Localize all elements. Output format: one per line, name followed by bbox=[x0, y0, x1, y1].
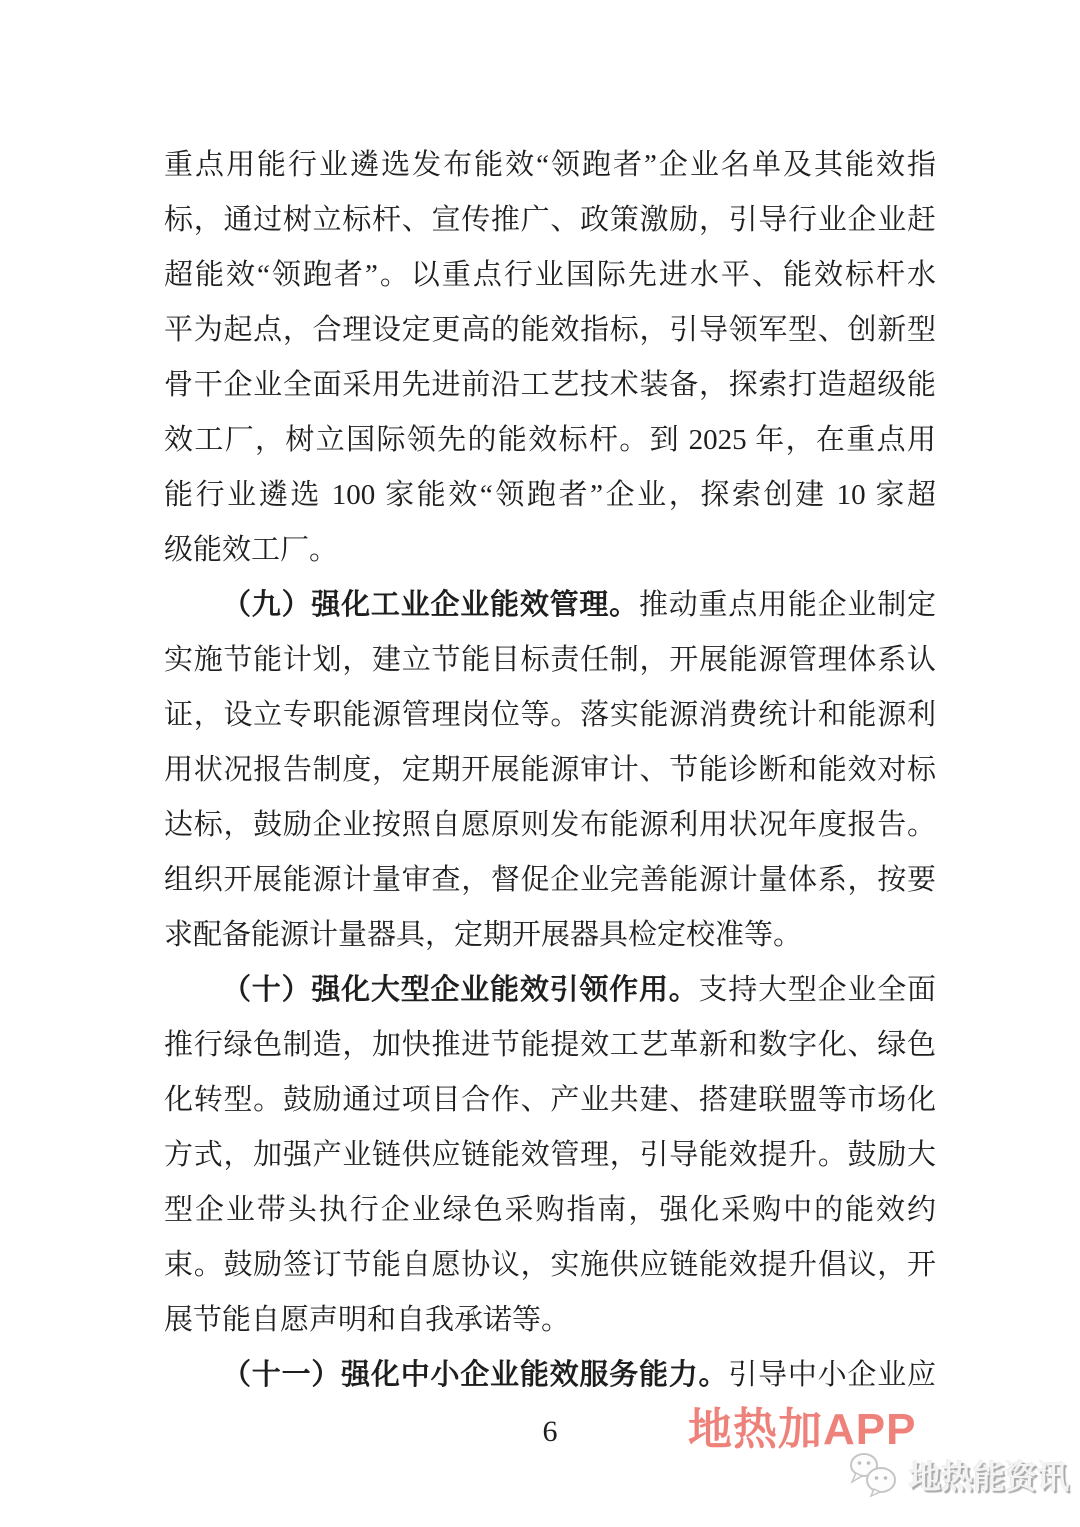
body-text-run: 能行业遴选 100 家能效“领跑者”企业，探索创建 10 家超 bbox=[164, 479, 936, 511]
watermark-channel-badge bbox=[848, 1452, 1069, 1498]
paragraph-heading: （十）强化大型企业能效引领作用。 bbox=[222, 974, 699, 1006]
text-line bbox=[164, 1183, 936, 1238]
text-line bbox=[164, 193, 936, 248]
text-line bbox=[164, 743, 936, 798]
body-text-run: 用状况报告制度，定期开展能源审计、节能诊断和能效对标 bbox=[164, 754, 936, 786]
text-line bbox=[164, 303, 936, 358]
watermark-channel-label: 地热能资讯 bbox=[909, 1459, 1070, 1495]
text-line bbox=[164, 248, 936, 303]
body-text-run: 型企业带头执行企业绿色采购指南，强化采购中的能效约 bbox=[164, 1194, 936, 1226]
text-line bbox=[164, 798, 936, 853]
text-line bbox=[164, 633, 936, 688]
text-line bbox=[164, 413, 936, 468]
body-text-run: 组织开展能源计量审查，督促企业完善能源计量体系，按要 bbox=[164, 864, 936, 896]
text-line bbox=[164, 578, 936, 633]
wechat-icon bbox=[848, 1452, 902, 1498]
body-text-run: 超能效“领跑者”。以重点行业国际先进水平、能效标杆水 bbox=[164, 259, 936, 291]
text-line bbox=[164, 853, 936, 908]
body-text-run: 推行绿色制造，加快推进节能提效工艺革新和数字化、绿色 bbox=[164, 1029, 936, 1061]
text-line bbox=[164, 138, 936, 193]
text-line bbox=[164, 908, 936, 963]
text-line bbox=[164, 1238, 936, 1293]
body-text-run: 重点用能行业遴选发布能效“领跑者”企业名单及其能效指 bbox=[164, 149, 936, 181]
text-line bbox=[164, 358, 936, 413]
body-text-run: 平为起点，合理设定更高的能效指标，引导领军型、创新型 bbox=[164, 314, 936, 346]
paragraph-heading: （十一）强化中小企业能效服务能力。 bbox=[222, 1359, 729, 1391]
body-text-run: 达标，鼓励企业按照自愿原则发布能源利用状况年度报告。 bbox=[164, 809, 936, 841]
body-text-run: 推动重点用能企业制定 bbox=[638, 589, 936, 621]
text-line bbox=[164, 1073, 936, 1128]
body-text-run: 方式，加强产业链供应链能效管理，引导能效提升。鼓励大 bbox=[164, 1139, 936, 1171]
body-text-run: 化转型。鼓励通过项目合作、产业共建、搭建联盟等市场化 bbox=[164, 1084, 936, 1116]
body-text-run: 证，设立专职能源管理岗位等。落实能源消费统计和能源利 bbox=[164, 699, 936, 731]
body-text-run: 求配备能源计量器具，定期开展器具检定校准等。 bbox=[164, 919, 803, 951]
body-text-run: 标，通过树立标杆、宣传推广、政策激励，引导行业企业赶 bbox=[164, 204, 936, 236]
body-text-run: 引导中小企业应 bbox=[728, 1359, 936, 1391]
body-text-run: 实施节能计划，建立节能目标责任制，开展能源管理体系认 bbox=[164, 644, 936, 676]
text-line bbox=[164, 523, 936, 578]
text-line bbox=[164, 468, 936, 523]
body-text-run: 束。鼓励签订节能自愿协议，实施供应链能效提升倡议，开 bbox=[164, 1249, 936, 1281]
document-body bbox=[164, 138, 936, 1403]
text-line bbox=[164, 963, 936, 1018]
text-line bbox=[164, 1128, 936, 1183]
paragraph-heading: （九）强化工业企业能效管理。 bbox=[222, 589, 639, 621]
body-text-run: 支持大型企业全面 bbox=[698, 974, 936, 1006]
text-line bbox=[164, 1348, 936, 1403]
body-text-run: 级能效工厂。 bbox=[164, 534, 339, 566]
text-line bbox=[164, 1293, 936, 1348]
text-line bbox=[164, 1018, 936, 1073]
body-text-run: 展节能自愿声明和自我承诺等。 bbox=[164, 1304, 571, 1336]
watermark-app-label: 地热加APP bbox=[688, 1405, 917, 1454]
body-text-run: 骨干企业全面采用先进前沿工艺技术装备，探索打造超级能 bbox=[164, 369, 936, 401]
body-text-run: 效工厂，树立国际领先的能效标杆。到 2025 年，在重点用 bbox=[164, 424, 936, 456]
text-line bbox=[164, 688, 936, 743]
page-number: 6 bbox=[542, 1415, 558, 1448]
